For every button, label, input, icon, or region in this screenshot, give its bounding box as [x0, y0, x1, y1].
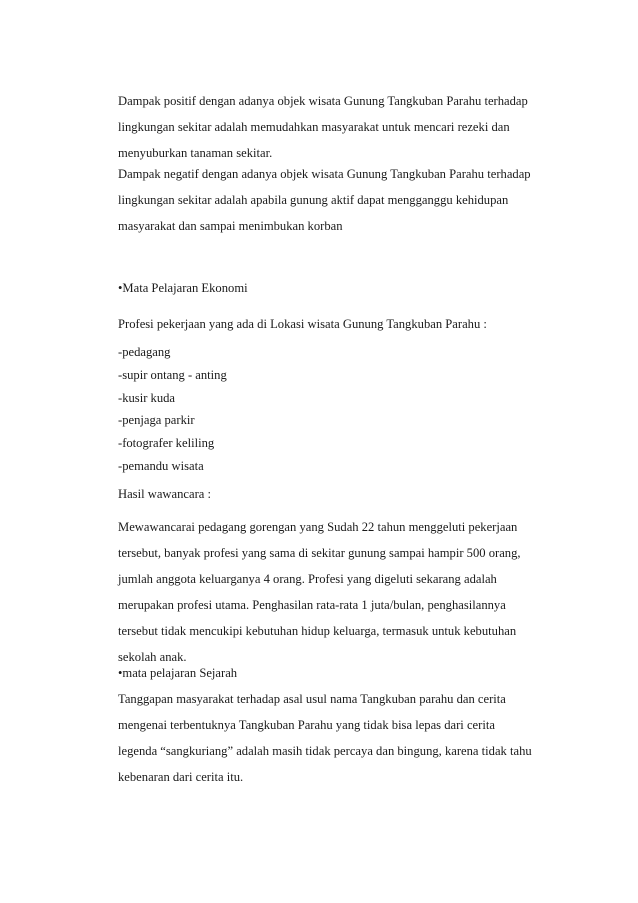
text-line: Tanggapan masyarakat terhadap asal usul nama Tangkuban parahu dan cerita	[118, 692, 506, 706]
text-line: menyuburkan tanaman sekitar.	[118, 146, 273, 160]
text-line: sekolah anak.	[118, 650, 187, 664]
text-line: lingkungan sekitar adalah apabila gunung aktif dapat mengganggu kehidupan	[118, 193, 509, 207]
text-line: lingkungan sekitar adalah memudahkan masyarakat untuk mencari rezeki dan	[118, 120, 510, 134]
list-item: -kusir kuda	[118, 390, 176, 405]
section-heading-sejarah: •mata pelajaran Sejarah	[118, 666, 238, 680]
list-item: -supir ontang - anting	[118, 367, 227, 382]
text-line: merupakan profesi utama. Penghasilan rata-rata 1 juta/bulan, penghasilannya	[118, 598, 506, 612]
text-line: tersebut tidak mencukipi kebutuhan hidup keluarga, termasuk untuk kebutuhan	[118, 624, 517, 638]
text-line: kebenaran dari cerita itu.	[118, 770, 244, 784]
text-line: Dampak negatif dengan adanya objek wisata Gunung Tangkuban Parahu terhadap	[118, 167, 531, 181]
text-line: tersebut, banyak profesi yang sama di sekitar gunung sampai hampir 500 orang,	[118, 546, 521, 560]
text-line: masyarakat dan sampai menimbukan korban	[118, 219, 343, 233]
profession-list	[118, 341, 548, 478]
text-line: mengenai terbentuknya Tangkuban Parahu yang tidak bisa lepas dari cerita	[118, 718, 495, 732]
text-line: Mewawancarai pedagang gorengan yang Sudah 22 tahun menggeluti pekerjaan	[118, 520, 518, 534]
paragraph-interview	[118, 514, 548, 670]
list-item: -fotografer keliling	[118, 436, 215, 451]
paragraph-positive-impact	[118, 88, 548, 166]
list-item: -pedagang	[118, 345, 171, 359]
text-line: Dampak positif dengan adanya objek wisata Gunung Tangkuban Parahu terhadap	[118, 94, 528, 108]
paragraph-negative-impact	[118, 161, 548, 239]
interview-label: Hasil wawancara :	[118, 487, 212, 501]
paragraph-sejarah	[118, 686, 548, 790]
section-heading-ekonomi: •Mata Pelajaran Ekonomi	[118, 281, 248, 295]
list-item: -pemandu wisata	[118, 458, 204, 473]
text-line: jumlah anggota keluarganya 4 orang. Profesi yang digeluti sekarang adalah	[118, 572, 497, 586]
profession-question: Profesi pekerjaan yang ada di Lokasi wisata Gunung Tangkuban Parahu :	[118, 317, 487, 331]
text-line: legenda “sangkuriang” adalah masih tidak percaya dan bingung, karena tidak tahu	[118, 744, 532, 758]
list-item: -penjaga parkir	[118, 413, 195, 428]
